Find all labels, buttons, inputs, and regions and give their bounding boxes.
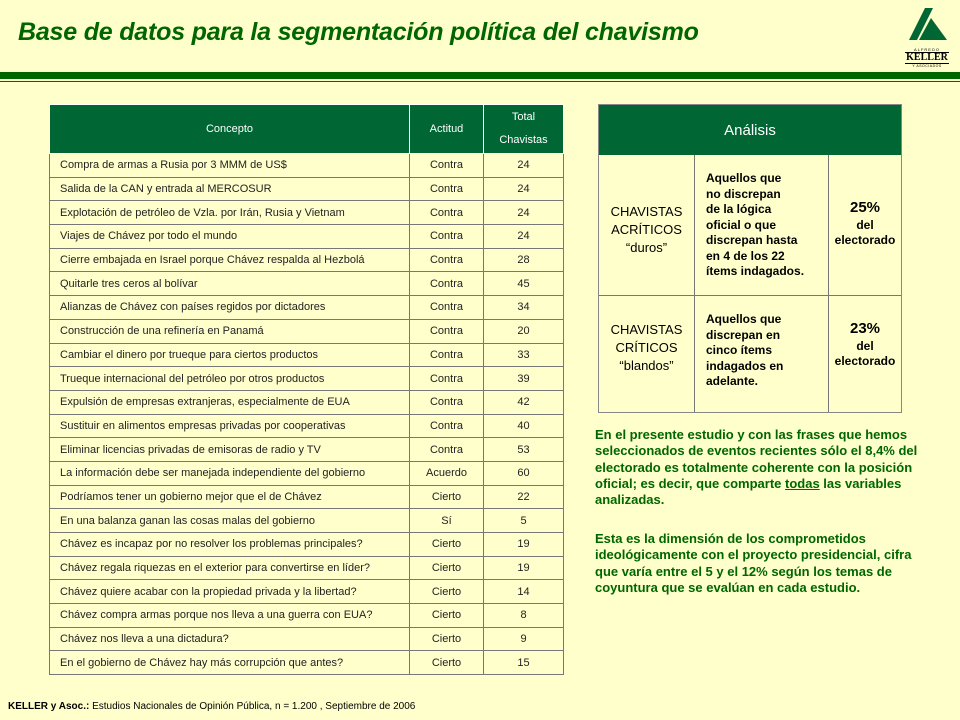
cell-total: 22: [484, 485, 564, 509]
table-body: [50, 154, 564, 675]
cell-actitud: Contra: [410, 390, 484, 414]
cell-concepto: Salida de la CAN y entrada al MERCOSUR: [50, 177, 410, 201]
cell-actitud: Contra: [410, 438, 484, 462]
description-line: ítems indagados.: [706, 264, 805, 278]
cell-actitud: Contra: [410, 319, 484, 343]
description-line: en 4 de los 22: [706, 248, 785, 263]
cell-total: 9: [484, 627, 564, 651]
keller-logo: [905, 6, 949, 68]
cell-total: 8: [484, 604, 564, 628]
group-description-blandos: [706, 312, 826, 390]
group-label-blandos: [599, 321, 694, 375]
cell-actitud: Acuerdo: [410, 461, 484, 485]
cell-concepto: En el gobierno de Chávez hay más corrupción que antes?: [50, 651, 410, 675]
cell-total: 39: [484, 367, 564, 391]
cell-total: 19: [484, 556, 564, 580]
percent-label: electorado: [834, 354, 896, 368]
cell-concepto: Chávez nos lleva a una dictadura?: [50, 627, 410, 651]
description-line: oficial o que: [706, 217, 777, 232]
cell-total: 24: [484, 225, 564, 249]
data-table: [49, 104, 564, 675]
cell-concepto: Quitarle tres ceros al bolívar: [50, 272, 410, 296]
cell-actitud: Cierto: [410, 533, 484, 557]
cell-concepto: Explotación de petróleo de Vzla. por Irán, Rusia y Vietnam: [50, 201, 410, 225]
percent-label: del: [856, 339, 874, 353]
analysis-divider: [828, 155, 829, 412]
cell-total: 24: [484, 177, 564, 201]
cell-total: 24: [484, 201, 564, 225]
cell-concepto: Chávez es incapaz por no resolver los problemas principales?: [50, 533, 410, 557]
cell-total: 28: [484, 248, 564, 272]
group-percent-blandos: [829, 319, 901, 369]
cell-actitud: Cierto: [410, 627, 484, 651]
cell-total: 19: [484, 533, 564, 557]
cell-total: 14: [484, 580, 564, 604]
table-row: [50, 627, 564, 651]
cell-actitud: Contra: [410, 154, 484, 178]
description-line: Aquellos que: [706, 312, 782, 326]
header-total-line1: Total: [511, 111, 536, 123]
header-total: [484, 105, 564, 154]
percent-value: 23%: [849, 320, 881, 337]
table-row: [50, 343, 564, 367]
table-row: [50, 485, 564, 509]
cell-total: 60: [484, 461, 564, 485]
table-row: [50, 225, 564, 249]
group-label-duros: [599, 203, 694, 257]
table-row: [50, 604, 564, 628]
cell-concepto: Podríamos tener un gobierno mejor que el de Chávez: [50, 485, 410, 509]
group-line: CHAVISTAS: [610, 204, 683, 219]
percent-label: del: [856, 218, 874, 232]
logo-brand: KELLER: [906, 52, 948, 63]
keller-logo-mark-icon: [905, 6, 949, 42]
cell-concepto: Construcción de una refinería en Panamá: [50, 319, 410, 343]
cell-concepto: Alianzas de Chávez con países regidos por dictadores: [50, 296, 410, 320]
cell-concepto: Viajes de Chávez por todo el mundo: [50, 225, 410, 249]
table-row: [50, 390, 564, 414]
table-row: [50, 438, 564, 462]
group-percent-duros: [829, 198, 901, 248]
cell-concepto: Compra de armas a Rusia por 3 MMM de US$: [50, 154, 410, 178]
cell-total: 15: [484, 651, 564, 675]
cell-actitud: Contra: [410, 272, 484, 296]
description-line: discrepan hasta: [706, 233, 798, 247]
cell-total: 45: [484, 272, 564, 296]
percent-value: 25%: [849, 199, 881, 216]
table-row: [50, 461, 564, 485]
description-line: Aquellos que: [706, 171, 782, 185]
cell-actitud: Contra: [410, 248, 484, 272]
table-row: [50, 177, 564, 201]
cell-concepto: Cierre embajada en Israel porque Chávez respalda al Hezbolá: [50, 248, 410, 272]
footer-source-text: Estudios Nacionales de Opinión Pública, n = 1.200 , Septiembre de 2006: [89, 701, 416, 712]
cell-actitud: Contra: [410, 201, 484, 225]
cell-actitud: Contra: [410, 343, 484, 367]
group-line: CRÍTICOS: [615, 340, 678, 355]
cell-concepto: Cambiar el dinero por trueque para ciertos productos: [50, 343, 410, 367]
cell-actitud: Sí: [410, 509, 484, 533]
cell-concepto: Chávez quiere acabar con la propiedad privada y la libertad?: [50, 580, 410, 604]
table-row: [50, 154, 564, 178]
analysis-divider: [694, 155, 695, 412]
header-concepto: Concepto: [50, 105, 410, 154]
header-rule-thick: [0, 72, 960, 79]
header-total-line2: Chavistas: [499, 134, 548, 146]
cell-concepto: En una balanza ganan las cosas malas del gobierno: [50, 509, 410, 533]
table-row: [50, 651, 564, 675]
table-row: [50, 319, 564, 343]
description-line: adelante.: [706, 374, 759, 388]
cell-total: 34: [484, 296, 564, 320]
page-title: Base de datos para la segmentación política del chavismo: [18, 18, 699, 46]
table-row: [50, 272, 564, 296]
cell-actitud: Cierto: [410, 556, 484, 580]
cell-concepto: La información debe ser manejada independiente del gobierno: [50, 461, 410, 485]
cell-actitud: Contra: [410, 367, 484, 391]
cell-actitud: Contra: [410, 177, 484, 201]
cell-concepto: Sustituir en alimentos empresas privadas por cooperativas: [50, 414, 410, 438]
analysis-row-divider: [599, 295, 901, 296]
paragraph-emphasis: todas: [785, 475, 820, 491]
header-rule-thin: [0, 81, 960, 82]
cell-actitud: Cierto: [410, 651, 484, 675]
table-row: [50, 556, 564, 580]
cell-actitud: Contra: [410, 225, 484, 249]
table-row: [50, 201, 564, 225]
table-row: [50, 414, 564, 438]
table-row: [50, 296, 564, 320]
logo-top-text: ALFREDO: [914, 47, 940, 52]
group-description-duros: [706, 171, 826, 280]
table-row: [50, 509, 564, 533]
cell-actitud: Cierto: [410, 485, 484, 509]
cell-concepto: Trueque internacional del petróleo por otros productos: [50, 367, 410, 391]
table-row: [50, 367, 564, 391]
cell-total: 20: [484, 319, 564, 343]
table-row: [50, 248, 564, 272]
cell-actitud: Cierto: [410, 604, 484, 628]
source-footer: [8, 701, 415, 712]
group-line: “blandos”: [619, 358, 674, 373]
analysis-title: Análisis: [599, 105, 901, 155]
analysis-box: [598, 104, 902, 413]
description-line: indagados en: [706, 358, 784, 373]
cell-total: 5: [484, 509, 564, 533]
cell-total: 40: [484, 414, 564, 438]
cell-total: 33: [484, 343, 564, 367]
group-line: “duros”: [625, 240, 668, 255]
paragraph-text: En el presente estudio y con las frases que hemos seleccionados de eventos recientes sólo el 8,4% del electorado es totalmente coherente con la posición oficial; es decir, que comparte: [595, 427, 918, 491]
findings-paragraph: [595, 427, 935, 508]
cell-concepto: Chávez regala riquezas en el exterior para convertirse en líder?: [50, 556, 410, 580]
group-line: CHAVISTAS: [610, 322, 683, 337]
cell-concepto: Expulsión de empresas extranjeras, especialmente de EUA: [50, 390, 410, 414]
description-line: discrepan en: [706, 327, 781, 342]
description-line: de la lógica: [706, 202, 772, 216]
description-line: cinco ítems: [706, 343, 773, 357]
cell-total: 53: [484, 438, 564, 462]
group-line: ACRÍTICOS: [611, 222, 682, 237]
percent-label: electorado: [834, 233, 896, 247]
cell-total: 42: [484, 390, 564, 414]
table-row: [50, 533, 564, 557]
cell-actitud: Contra: [410, 414, 484, 438]
paragraph-text: las variables analizadas.: [595, 475, 902, 508]
table-row: [50, 580, 564, 604]
cell-total: 24: [484, 154, 564, 178]
description-line: no discrepan: [706, 186, 781, 201]
cell-actitud: Contra: [410, 296, 484, 320]
conclusion-paragraph: Esta es la dimensión de los comprometidos ideológicamente con el proyecto presidencial, cifra que varía entre el 5 y el 12% según los temas de coyuntura que se evalúan en cada estudio.: [595, 531, 912, 595]
logo-bottom-text: Y ASOCIADOS: [912, 64, 942, 68]
cell-actitud: Cierto: [410, 580, 484, 604]
cell-concepto: Chávez compra armas porque nos lleva a una guerra con EUA?: [50, 604, 410, 628]
footer-source-name: KELLER y Asoc.:: [8, 701, 90, 712]
header-actitud: Actitud: [410, 105, 484, 154]
cell-concepto: Eliminar licencias privadas de emisoras de radio y TV: [50, 438, 410, 462]
